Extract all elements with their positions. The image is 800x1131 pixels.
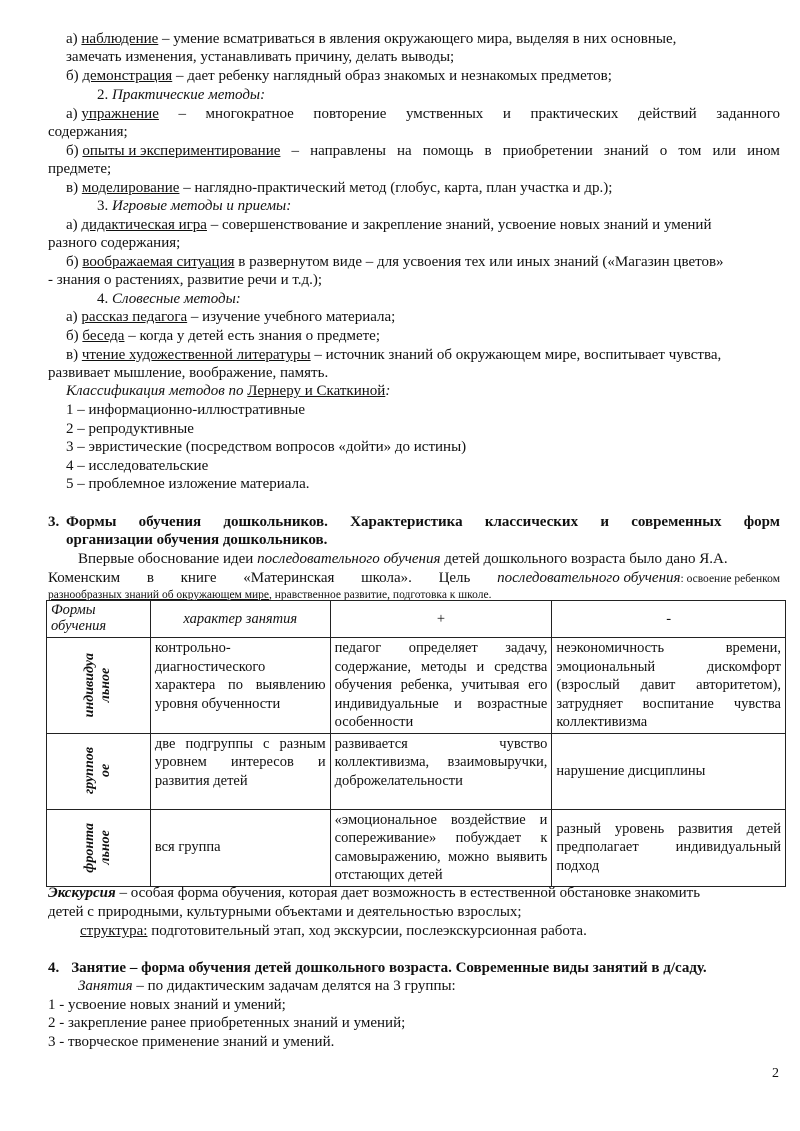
observation-term: наблюдение [81, 31, 159, 47]
form-cell [47, 733, 151, 809]
form-cell [47, 638, 151, 734]
demonstration-line: б) демонстрация – дает ребенку наглядный образ знакомых и незнакомых предметов; [66, 68, 612, 84]
experiments-term: опыты и экспериментирование [82, 143, 281, 159]
modeling-line: в) моделирование – наглядно-практический метод (глобус, карта, план участка и др.); [66, 180, 613, 196]
classification-item: 5 – проблемное изложение материала. [66, 476, 310, 492]
form-label-individual: индивидуа льное [82, 653, 114, 718]
plus-cell: развивается чувство коллективизма, взаимовыручки, доброжелательности [330, 733, 552, 809]
imagined-situation-line-cont: - знания о растениях, развитие речи и т.д.); [48, 272, 323, 288]
section-3-paragraph-line-1: Впервые обоснование идеи последовательного обучения детей дошкольного возраста было дано Я.А. [78, 551, 728, 567]
plus-cell: педагог определяет задачу, содержание, методы и средства обучения ребенка, учитывая его индивидуальные и возрастные особенности [330, 638, 552, 734]
section-4-intro: Занятия – по дидактическим задачам делятся на 3 группы: [78, 978, 456, 994]
excursion-term: Экскурсия [48, 885, 116, 901]
exercise-line-cont: содержания; [48, 124, 128, 140]
section-4-item: 1 - усвоение новых знаний и умений; [48, 997, 286, 1013]
exercise-term: упражнение [81, 106, 159, 122]
modeling-term: моделирование [81, 180, 180, 196]
table-row [47, 809, 786, 886]
plus-cell: «эмоциональное воздействие и сопереживание» побуждает к самовыражению, можно выявить отстающих детей [330, 809, 552, 886]
page-number: 2 [772, 1066, 779, 1081]
excursion-structure-line: структура: подготовительный этап, ход экскурсии, послеэкскурсионная работа. [80, 923, 587, 939]
section-3-paragraph-line-2: Коменским в книге «Материнская школа». Цель последовательного обучения: освоение ребенком [48, 570, 780, 586]
practical-methods-heading: 2. Практические методы: [97, 87, 266, 103]
table-row [47, 733, 786, 809]
demonstration-term: демонстрация [82, 68, 173, 84]
header-nature: характер занятия [150, 601, 330, 638]
table-row [47, 638, 786, 734]
excursion-line-cont: детей с природными, культурными объектами и деятельностью взрослых; [48, 904, 522, 920]
classification-item: 3 – эвристические (посредством вопросов «дойти» до истины) [66, 439, 467, 455]
section-3-number: 3. [48, 514, 60, 530]
reading-line-cont: развивает мышление, воображение, память. [48, 365, 329, 381]
section-4-heading: 4. Занятие – форма обучения детей дошкольного возраста. Современные виды занятий в д/саду. [48, 960, 707, 976]
observation-line: а) наблюдение – умение всматриваться в явления окружающего мира, выделяя в них основные, [66, 31, 677, 47]
minus-cell: разный уровень развития детей предполагает индивидуальный подход [552, 809, 786, 886]
form-label-frontal: фронта льное [82, 822, 114, 873]
nature-cell: контрольно-диагностического характера по выявлению уровня обученности [150, 638, 330, 734]
classification-title: Классификация методов по Лернеру и Скаткиной: [66, 383, 391, 399]
minus-cell: неэкономичность времени, эмоциональный дискомфорт (взрослый давит авторитетом), затрудняет воспитание чувства коллективизма [552, 638, 786, 734]
header-minus: - [552, 601, 786, 638]
form-cell [47, 809, 151, 886]
minus-cell: нарушение дисциплины [552, 733, 786, 809]
teacher-story-term: рассказ педагога [81, 309, 188, 325]
imagined-situation-term: воображаемая ситуация [82, 254, 235, 270]
excursion-line: Экскурсия – особая форма обучения, которая дает возможность в естественной обстановке знакомить [48, 885, 701, 901]
reading-term: чтение художественной литературы [81, 347, 311, 363]
didactic-game-line: а) дидактическая игра – совершенствование и закрепление знаний, усвоение новых знаний и умений [66, 217, 712, 233]
header-plus: + [330, 601, 552, 638]
observation-line-cont: замечать изменения, устанавливать причину, делать выводы; [66, 49, 455, 65]
section-4-item: 2 - закрепление ранее приобретенных знаний и умений; [48, 1015, 406, 1031]
reading-line: в) чтение художественной литературы – источник знаний об окружающем мире, воспитывает чувства, [66, 347, 722, 363]
exercise-line: а) упражнение – многократное повторение умственных и практических действий заданного [66, 106, 780, 122]
experiments-line: б) опыты и экспериментирование – направлены на помощь в приобретении знаний о том или ином [66, 143, 780, 159]
classification-item: 4 – исследовательские [66, 458, 209, 474]
teacher-story-line: а) рассказ педагога – изучение учебного материала; [66, 309, 396, 325]
classification-item: 2 – репродуктивные [66, 421, 194, 437]
section-3-title: Формы обучения дошкольников. Характеристика классических и современных форм [66, 514, 780, 530]
nature-cell: вся группа [150, 809, 330, 886]
imagined-situation-line: б) воображаемая ситуация в развернутом виде – для усвоения тех или иных знаний («Магазин цветов» [66, 254, 724, 270]
form-label-group: группов ое [82, 747, 114, 795]
table-header-row [47, 601, 786, 638]
didactic-game-line-cont: разного содержания; [48, 235, 181, 251]
talk-line: б) беседа – когда у детей есть знания о предмете; [66, 328, 381, 344]
classification-item: 1 – информационно-иллюстративные [66, 402, 305, 418]
header-forms: Формы обучения [47, 601, 151, 638]
game-methods-heading: 3. Игровые методы и приемы: [97, 198, 292, 214]
section-4-item: 3 - творческое применение знаний и умений. [48, 1034, 335, 1050]
experiments-line-cont: предмете; [48, 161, 112, 177]
talk-term: беседа [82, 328, 125, 344]
section-3-title-cont: организации обучения дошкольников. [66, 532, 328, 548]
didactic-game-term: дидактическая игра [81, 217, 207, 233]
nature-cell: две подгруппы с разным уровнем интересов и развития детей [150, 733, 330, 809]
section-3-paragraph-line-3: разнообразных знаний об окружающем мире, нравственное развитие, подготовка к школе. [48, 589, 492, 601]
forms-table [46, 600, 786, 887]
verbal-methods-heading: 4. Словесные методы: [97, 291, 241, 307]
